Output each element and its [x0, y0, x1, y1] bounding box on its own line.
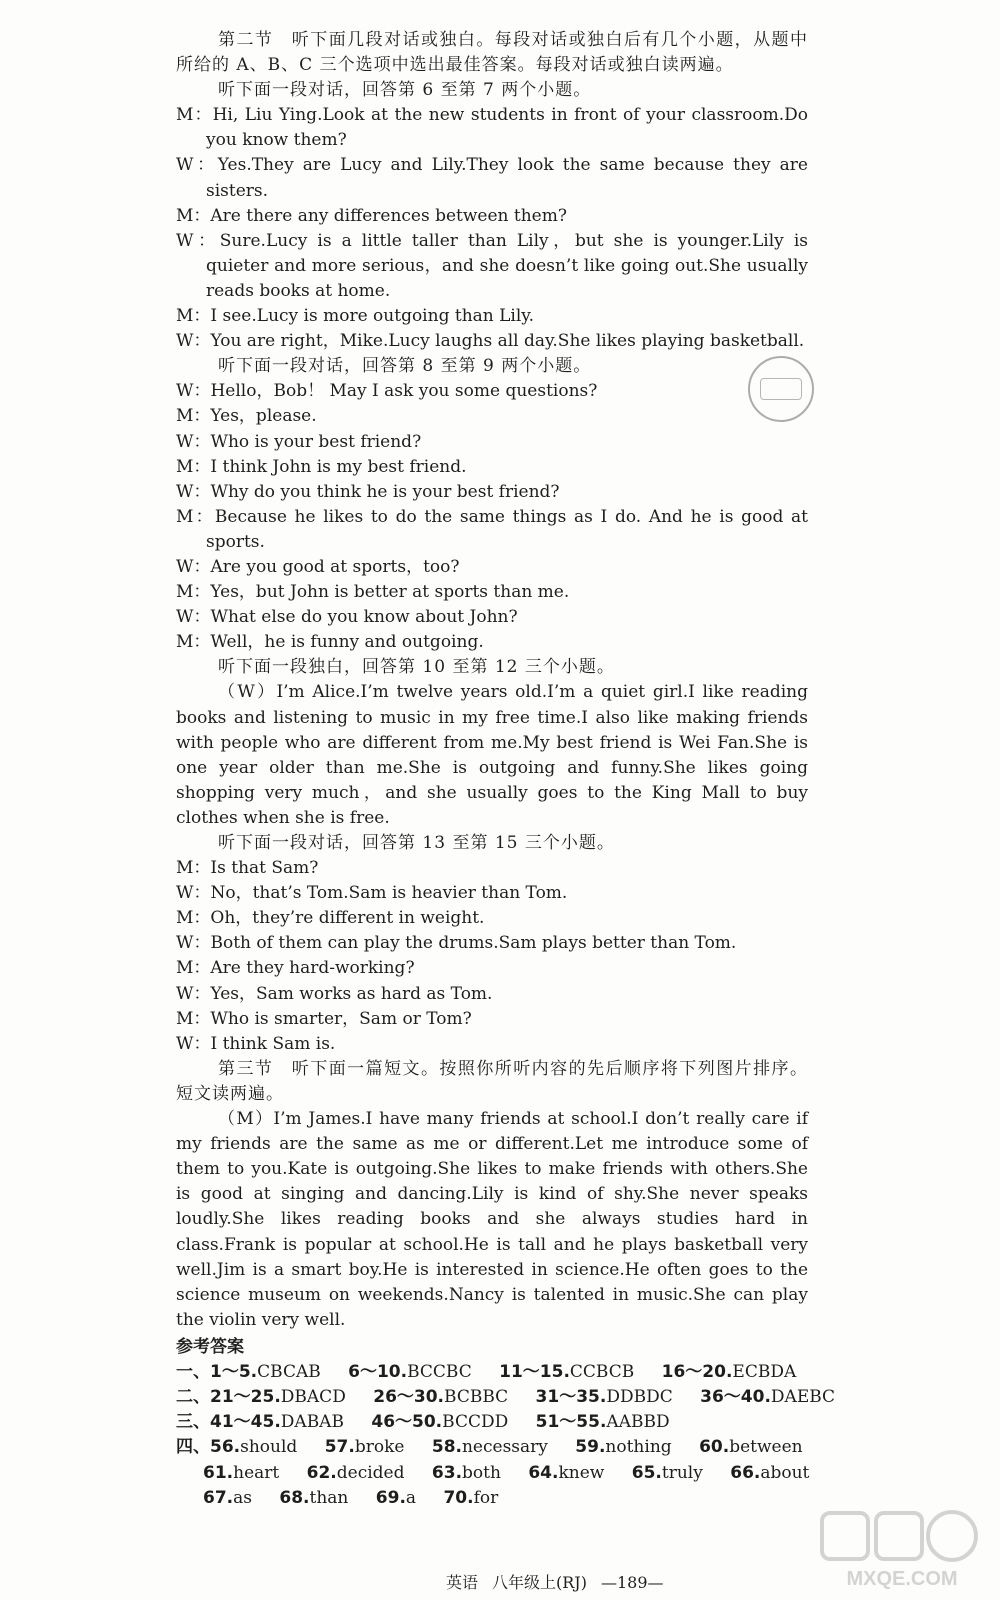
- answer-num: 二、21～25.: [176, 1387, 281, 1408]
- answer-num: 70.: [443, 1487, 474, 1508]
- dialogue-line: M：Hi, Liu Ying.Look at the new students in front of your classroom.Do you know them?: [176, 105, 808, 151]
- answer-word: both: [462, 1462, 501, 1483]
- answer-word: necessary: [461, 1437, 548, 1458]
- dialogue-line: W：You are right，Mike.Lucy laughs all day.She likes playing basketball.: [176, 331, 805, 352]
- answer-key: CCBCB: [569, 1361, 635, 1382]
- answer-num: 57.: [324, 1437, 355, 1458]
- dialogue-line: M：Are there any differences between them?: [176, 205, 567, 226]
- answer-word: broke: [354, 1437, 405, 1458]
- answer-num: 66.: [730, 1462, 761, 1483]
- answer-num: 67.: [203, 1487, 234, 1508]
- dialogue2: [176, 379, 808, 655]
- monologue-intro: 听下面一段独白，回答第 10 至第 12 三个小题。: [218, 657, 615, 678]
- dialogue-line: M：Are they hard-working?: [176, 958, 415, 979]
- answer-word: for: [473, 1487, 499, 1508]
- dialogue-line: W：Sure.Lucy is a little taller than Lily，but she is younger.Lily is quieter and more serious，and she doesn’t like going out.She usually reads books at home.: [176, 230, 808, 301]
- dialogue-line: W：What else do you know about John?: [176, 607, 518, 628]
- answer-num: 46～50.: [371, 1412, 443, 1433]
- dialogue-line: M：I think John is my best friend.: [176, 456, 467, 477]
- answer-row-6: [176, 1486, 808, 1511]
- answer-key: DABAB: [280, 1412, 344, 1433]
- dialogue3: [176, 856, 808, 1057]
- answer-num: 61.: [203, 1462, 234, 1483]
- answer-row-5: [176, 1461, 808, 1486]
- dialogue-line: M：Is that Sam?: [176, 858, 319, 879]
- answer-key: DBACD: [280, 1387, 346, 1408]
- page-footer: [446, 1570, 664, 1593]
- dialogue-line: W：Hello，Bob！ May I ask you some questions?: [176, 381, 598, 402]
- answer-row-2: [176, 1385, 836, 1410]
- answer-word: heart: [233, 1462, 280, 1483]
- dialogue2-intro: 听下面一段对话，回答第 8 至第 9 两个小题。: [218, 356, 592, 377]
- dialogue1: [176, 103, 808, 354]
- dialogue-line: W：I think Sam is.: [176, 1033, 336, 1054]
- answer-key: BCBBC: [444, 1387, 509, 1408]
- answer-num: 69.: [375, 1487, 406, 1508]
- answer-word: than: [309, 1487, 349, 1508]
- answer-key: BCCDD: [442, 1412, 509, 1433]
- answer-num: 51～55.: [535, 1412, 607, 1433]
- dialogue-line: W：Why do you think he is your best friend?: [176, 481, 560, 502]
- answer-word: a: [405, 1487, 417, 1508]
- monologue-text: （W）I’m Alice.I’m twelve years old.I’m a quiet girl.I like reading books and listening to music in my free time.I also like making friends with people who are different from me.My best friend is Wei Fan.She is one year older than me.She is outgoing and funny.She likes going shopping very much，and she usually goes to the King Mall to buy clothes when she is free.: [176, 682, 808, 828]
- footer-subject: 英语: [446, 1573, 479, 1592]
- dialogue-line: W：Yes.They are Lucy and Lily.They look the same because they are sisters.: [176, 155, 808, 201]
- dialogue-line: M：Yes，but John is better at sports than me.: [176, 582, 570, 603]
- answer-num: 31～35.: [535, 1387, 607, 1408]
- answer-row-3: [176, 1410, 808, 1435]
- answer-key: ECBDA: [732, 1361, 797, 1382]
- answer-word: about: [760, 1462, 810, 1483]
- stamp-label-box: [760, 378, 802, 400]
- answer-key: AABBD: [606, 1412, 670, 1433]
- page-content: [176, 28, 836, 1511]
- answer-key: CBCAB: [257, 1361, 321, 1382]
- answer-word: nothing: [605, 1437, 672, 1458]
- answer-num: 16～20.: [661, 1361, 733, 1382]
- answer-key: DAEBC: [770, 1387, 836, 1408]
- answer-num: 26～30.: [373, 1387, 445, 1408]
- answer-num: 11～15.: [499, 1361, 570, 1382]
- answer-num: 36～40.: [700, 1387, 771, 1408]
- watermark-logo-icon: [812, 1505, 992, 1595]
- dialogue3-intro: 听下面一段对话，回答第 13 至第 15 三个小题。: [218, 833, 615, 853]
- seal-stamp-icon: [748, 356, 814, 422]
- section3-text: （M）I’m James.I have many friends at school.I don’t really care if my friends are the same as me or different.Let me introduce some of them to you.Kate is outgoing.She likes to make friends with others.She is good at singing and dancing.Lily is kind of shy.She never speaks loudly.She likes reading books and she always studies hard in class.Frank is popular at school.He is tall and he plays basketball very well.Jim is a smart boy.He is interested in science.He often goes to the science museum on weekends.Nancy is talented in music.She can play the violin very well.: [176, 1109, 808, 1330]
- answer-key: BCCBC: [407, 1361, 472, 1382]
- watermark-text: MXQE.COM: [846, 1568, 958, 1590]
- answer-key: DDBDC: [606, 1387, 673, 1408]
- answer-row-4: [176, 1435, 808, 1460]
- answer-num: 68.: [279, 1487, 310, 1508]
- dialogue-line: M：Yes，please.: [176, 406, 317, 427]
- answer-num: 四、56.: [176, 1437, 241, 1458]
- answer-num: 60.: [699, 1437, 730, 1458]
- answer-num: 一、1～5.: [176, 1361, 258, 1382]
- answers-title: 参考答案: [176, 1336, 244, 1357]
- answer-word: should: [240, 1437, 298, 1458]
- answer-word: knew: [558, 1462, 605, 1483]
- dialogue-line: M：I see.Lucy is more outgoing than Lily.: [176, 306, 535, 327]
- answer-word: decided: [336, 1462, 405, 1483]
- section2-intro: 第二节 听下面几段对话或独白。每段对话或独白后有几个小题，从题中所给的 A、B、C 三个选项中选出最佳答案。每段对话或独白读两遍。: [176, 30, 808, 76]
- dialogue1-intro: 听下面一段对话，回答第 6 至第 7 两个小题。: [218, 80, 592, 101]
- page-number: —189—: [600, 1573, 664, 1592]
- answer-word: as: [233, 1487, 252, 1508]
- answer-row-1: [176, 1360, 808, 1385]
- dialogue-line: W：Who is your best friend?: [176, 431, 422, 452]
- dialogue-line: M：Because he likes to do the same things as I do. And he is good at sports.: [176, 506, 808, 552]
- section3-intro: 第三节 听下面一篇短文。按照你所听内容的先后顺序将下列图片排序。短文读两遍。: [176, 1058, 808, 1104]
- dialogue-line: W：Are you good at sports，too?: [176, 556, 460, 577]
- dialogue-line: M：Oh，they’re different in weight.: [176, 908, 485, 929]
- dialogue-line: M：Who is smarter，Sam or Tom?: [176, 1008, 472, 1029]
- dialogue-line: W：No，that’s Tom.Sam is heavier than Tom.: [176, 883, 568, 904]
- answer-word: truly: [661, 1462, 703, 1483]
- answer-num: 59.: [575, 1437, 606, 1458]
- footer-grade: 八年级上(RJ): [492, 1573, 587, 1592]
- dialogue-line: M：Well，he is funny and outgoing.: [176, 632, 484, 653]
- answer-num: 65.: [631, 1462, 662, 1483]
- answer-word: between: [729, 1437, 803, 1458]
- answer-num: 6～10.: [348, 1361, 408, 1382]
- answer-num: 64.: [528, 1462, 559, 1483]
- dialogue-line: W：Both of them can play the drums.Sam plays better than Tom.: [176, 933, 737, 954]
- answer-num: 63.: [431, 1462, 463, 1483]
- dialogue-line: W：Yes，Sam works as hard as Tom.: [176, 983, 493, 1004]
- answer-num: 58.: [431, 1437, 462, 1458]
- answer-num: 62.: [306, 1462, 337, 1483]
- answer-num: 三、41～45.: [176, 1412, 281, 1433]
